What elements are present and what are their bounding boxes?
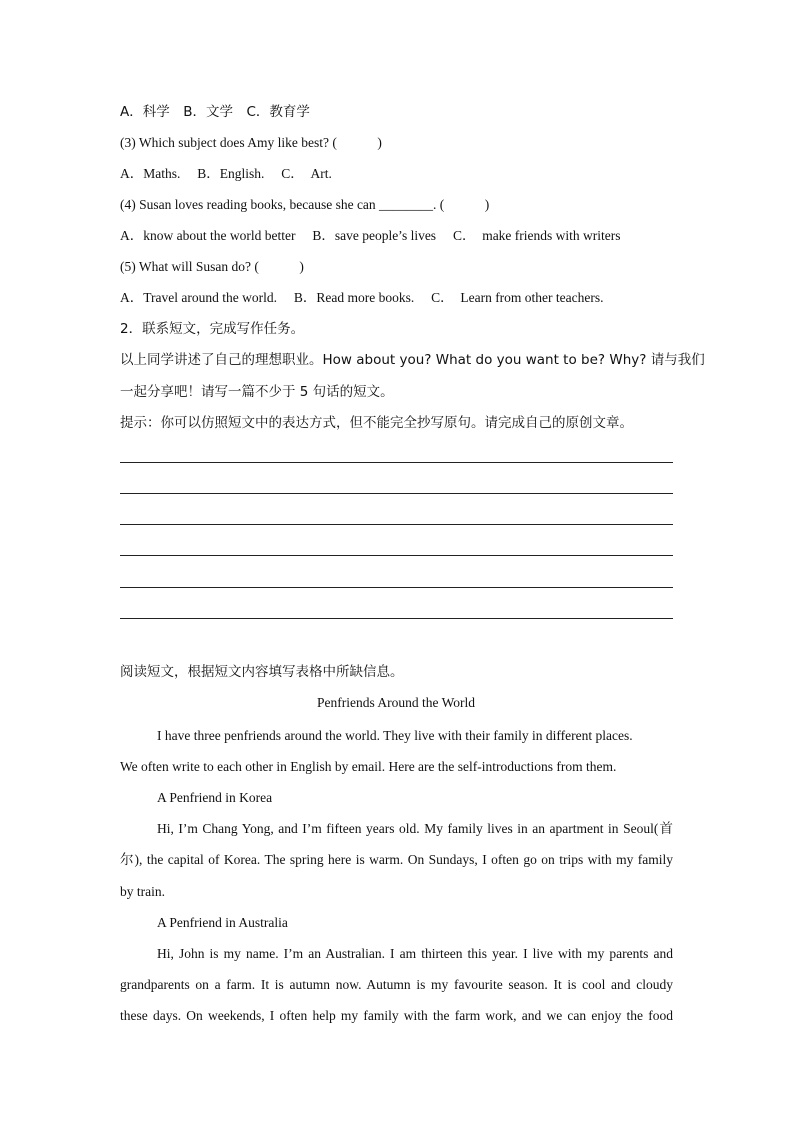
q4-question: (4) Susan loves reading books, because she can ________. ( ) bbox=[120, 197, 490, 212]
writing-prompt-line-1: 以上同学讲述了自己的理想职业。How about you? What do you want to be? Why? 请与我们 bbox=[120, 352, 705, 368]
korea-line-1: Hi, I’m Chang Yong, and I’m fifteen years old. My family lives in an apartment in Seoul(首 bbox=[157, 821, 673, 836]
q4-options: A．know about the world better B．save people’s lives C． make friends with writers bbox=[120, 228, 621, 243]
passage-title: Penfriends Around the World bbox=[316, 695, 476, 710]
writing-answer-line[interactable] bbox=[120, 555, 673, 556]
korea-line-3: by train. bbox=[120, 884, 165, 899]
intro-line-1: I have three penfriends around the world. They live with their family in different places. bbox=[157, 728, 633, 743]
australia-line-3: these days. On weekends, I often help my family with the farm work, and we can enjoy the food bbox=[120, 1008, 673, 1023]
q5-question: (5) What will Susan do? ( ) bbox=[120, 259, 304, 274]
korea-line-2: 尔), the capital of Korea. The spring here is warm. On Sundays, I often go on trips with my family bbox=[120, 852, 673, 867]
intro-line-2: We often write to each other in English by email. Here are the self-introductions from them. bbox=[120, 759, 617, 774]
korea-heading: A Penfriend in Korea bbox=[157, 790, 273, 805]
writing-answer-line[interactable] bbox=[120, 524, 673, 525]
australia-line-2: grandparents on a farm. It is autumn now. Autumn is my favourite season. It is cool and cloudy bbox=[120, 977, 673, 992]
q3-options: A．Maths. B．English. C． Art. bbox=[120, 166, 332, 181]
australia-line-1: Hi, John is my name. I’m an Australian. I am thirteen this year. I live with my parents and bbox=[157, 946, 673, 961]
reading-instruction: 阅读短文，根据短文内容填写表格中所缺信息。 bbox=[120, 664, 404, 680]
writing-answer-line[interactable] bbox=[120, 587, 673, 588]
writing-prompt-line-2: 一起分享吧！请写一篇不少于 5 句话的短文。 bbox=[120, 384, 394, 400]
writing-answer-line[interactable] bbox=[120, 462, 673, 463]
writing-answer-line[interactable] bbox=[120, 493, 673, 494]
writing-answer-line[interactable] bbox=[120, 618, 673, 619]
q2-options: A．科学 B．文学 C．教育学 bbox=[120, 104, 310, 120]
q3-question: (3) Which subject does Amy like best? ( ) bbox=[120, 135, 382, 150]
australia-heading: A Penfriend in Australia bbox=[157, 915, 288, 930]
writing-task-heading: 2．联系短文，完成写作任务。 bbox=[120, 321, 305, 337]
writing-hint: 提示：你可以仿照短文中的表达方式，但不能完全抄写原句。请完成自己的原创文章。 bbox=[120, 415, 633, 431]
q5-options: A．Travel around the world. B．Read more books. C． Learn from other teachers. bbox=[120, 290, 604, 305]
